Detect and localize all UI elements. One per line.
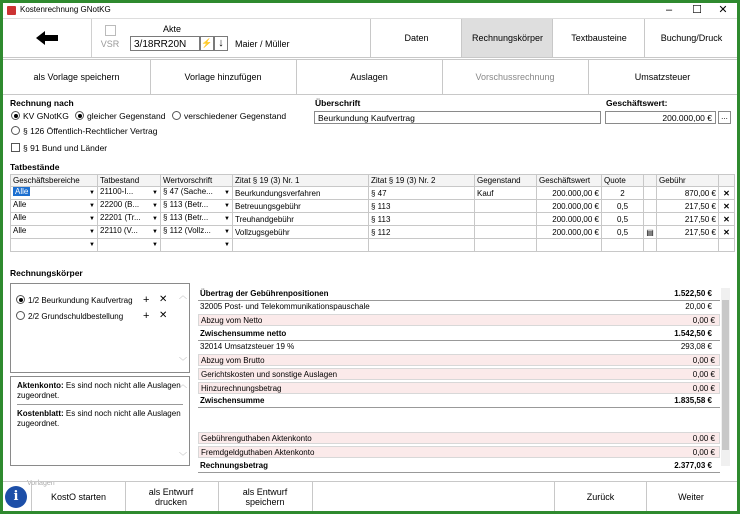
cell-bereich-text: Alle: [13, 200, 27, 209]
cell-tatbestand[interactable]: [98, 200, 161, 213]
cell-gebuehr: 870,00 €: [657, 187, 719, 200]
remove-icon[interactable]: ✕: [159, 310, 168, 321]
rk-item[interactable]: [16, 311, 123, 321]
cell-geschaeftswert[interactable]: 200.000,00 €: [537, 187, 602, 200]
cell-tatbestand-text: 22201 (Tr...: [100, 213, 141, 222]
option-verschiedener-gegenstand[interactable]: [172, 111, 286, 121]
cell-bereich-text: Alle: [13, 226, 27, 235]
cell-note-new: [644, 239, 657, 252]
cell-zitat2[interactable]: § 113: [369, 200, 475, 213]
note-icon[interactable]: ▤: [644, 226, 657, 239]
cell-tatbestand-text: 21100-I...: [100, 187, 134, 196]
bottom-bar: [3, 481, 737, 511]
info-icon[interactable]: i: [5, 486, 27, 508]
cell-geschaeftswert[interactable]: 200.000,00 €: [537, 200, 602, 213]
vsr-checkbox[interactable]: [99, 25, 121, 49]
scroll-up-icon[interactable]: ︿: [179, 291, 187, 300]
cell-bereich-new[interactable]: [11, 239, 98, 252]
option-kv-label: KV GNotKG: [23, 111, 69, 121]
kostenblatt-text: Es sind noch nicht alle Auslagen zugeordnet.: [17, 409, 181, 428]
dropdown-icon[interactable]: ▼: [224, 203, 230, 209]
back-button[interactable]: [3, 19, 92, 57]
cell-wert-new[interactable]: [161, 239, 233, 252]
dropdown-icon[interactable]: ▼: [224, 229, 230, 235]
header-zitat-2[interactable]: Zitat § 19 (3) Nr. 2: [369, 175, 475, 187]
main-window: [3, 3, 737, 511]
aktenkonto-text: Es sind noch nicht alle Auslagen zugeordnet.: [17, 381, 181, 400]
vsr-checkbox-box: [105, 25, 116, 36]
table-row-new[interactable]: [11, 239, 735, 252]
delete-icon[interactable]: ✕: [719, 200, 735, 213]
dropdown-icon[interactable]: ▼: [224, 242, 230, 248]
geschaeftswert-more-button[interactable]: ...: [718, 111, 731, 124]
ueberschrift-label: Überschrift: [315, 98, 361, 108]
geschaeftswert-label: Geschäftswert:: [606, 98, 668, 108]
tab-textbausteine[interactable]: Textbausteine: [552, 19, 645, 57]
cell-note: [644, 187, 657, 200]
option-126[interactable]: [11, 126, 158, 136]
cell-wert-text: § 112 (Vollz...: [163, 226, 211, 235]
akte-down-button[interactable]: [214, 36, 228, 51]
cell-wert[interactable]: [161, 213, 233, 226]
kostenblatt-block: [17, 409, 183, 429]
cell-delete-new: [719, 239, 735, 252]
cell-quote[interactable]: 0,5: [602, 200, 644, 213]
title-bar: [3, 3, 737, 19]
cell-quote-new[interactable]: [602, 239, 644, 252]
cell-gegenstand-new[interactable]: [475, 239, 537, 252]
umsatzsteuer-button[interactable]: Umsatzsteuer: [634, 72, 691, 82]
akte-pin-button[interactable]: [200, 36, 214, 51]
dropdown-icon[interactable]: ▼: [152, 229, 158, 235]
cell-gebuehr: 217,50 €: [657, 213, 719, 226]
maximize-icon[interactable]: ☐: [692, 4, 702, 16]
tatbestaende-table: [10, 174, 734, 252]
dropdown-icon[interactable]: ▼: [152, 190, 158, 196]
dropdown-icon[interactable]: ▼: [152, 242, 158, 248]
window-title: Kostenrechnung GNotKG: [20, 5, 111, 14]
summary-row: Übertrag der Gebührenpositionen 1.522,50 €: [198, 288, 720, 301]
summary-row-editable[interactable]: Fremdgeldguthaben Aktenkonto 0,00 €: [198, 446, 720, 458]
dropdown-icon[interactable]: ▼: [89, 190, 95, 196]
summary-row-editable[interactable]: Abzug vom Netto 0,00 €: [198, 314, 720, 326]
delete-icon[interactable]: ✕: [719, 213, 735, 226]
cell-zitat1-new[interactable]: [233, 239, 369, 252]
checkbox-91[interactable]: [11, 143, 107, 153]
cell-quote[interactable]: 0,5: [602, 226, 644, 239]
ueberschrift-input[interactable]: Beurkundung Kaufvertrag: [314, 111, 601, 124]
scroll-down-icon[interactable]: ﹀: [179, 357, 187, 366]
close-icon[interactable]: ✕: [718, 4, 728, 16]
radio-versch: [172, 111, 181, 120]
cell-bereich[interactable]: [11, 200, 98, 213]
cell-tatbestand-text: 22110 (V...: [100, 226, 138, 235]
vsr-label: VSR: [100, 39, 120, 49]
aktenkonto-block: [17, 381, 183, 405]
geschaeftswert-input[interactable]: 200.000,00 €: [605, 111, 716, 124]
header-gegenstand[interactable]: Gegenstand: [475, 175, 537, 187]
rk-radio: [16, 295, 25, 304]
cell-gebuehr: 217,50 €: [657, 226, 719, 239]
arrow-down-icon: ↓: [218, 37, 224, 49]
cell-note: [644, 213, 657, 226]
cell-geschaeftswert[interactable]: 200.000,00 €: [537, 226, 602, 239]
dropdown-icon[interactable]: ▼: [152, 203, 158, 209]
cell-gegenstand[interactable]: [475, 200, 537, 213]
save-draft-button[interactable]: [218, 482, 313, 511]
cell-gebuehr: 217,50 €: [657, 200, 719, 213]
option-kv-gnotkg[interactable]: [11, 111, 69, 121]
scroll-down-icon[interactable]: ﹀: [179, 452, 187, 461]
option-gleich-label: gleicher Gegenstand: [87, 111, 166, 121]
cell-zitat1[interactable]: Vollzugsgebühr: [233, 226, 369, 239]
dropdown-icon[interactable]: ▼: [224, 190, 230, 196]
delete-icon[interactable]: ✕: [719, 187, 735, 200]
radio-kv: [11, 111, 20, 120]
radio-126: [11, 126, 20, 135]
next-button[interactable]: Weiter: [678, 492, 704, 502]
summary-row-editable[interactable]: Gerichtskosten und sonstige Auslagen 0,00 €: [198, 368, 720, 380]
radio-gleich: [75, 111, 84, 120]
add-template-button[interactable]: Vorlage hinzufügen: [150, 60, 297, 94]
save-draft-label: als Entwurf speichern: [242, 487, 288, 507]
cell-wert-text: § 113 (Betr...: [163, 213, 209, 222]
header-zitat-1[interactable]: Zitat § 19 (3) Nr. 1: [233, 175, 369, 187]
akte-label: Akte: [163, 24, 182, 34]
dropdown-icon[interactable]: ▼: [89, 229, 95, 235]
scrollbar-thumb[interactable]: [722, 300, 729, 450]
table-row[interactable]: [11, 226, 735, 239]
table-row[interactable]: [11, 200, 735, 213]
rechnungskoerper-label: Rechnungskörper: [10, 268, 83, 278]
action-toolbar: [3, 59, 737, 95]
cell-gebuehr-new: [657, 239, 719, 252]
dropdown-icon[interactable]: ▼: [89, 242, 95, 248]
cell-gegenstand[interactable]: [475, 213, 537, 226]
cell-zitat1[interactable]: Beurkundungsverfahren: [233, 187, 369, 200]
cell-geschaeftswert-new[interactable]: [537, 239, 602, 252]
header-tatbestand[interactable]: Tatbestand: [98, 175, 161, 187]
cell-gegenstand[interactable]: Kauf: [475, 187, 537, 200]
header-gebuehr[interactable]: Gebühr: [657, 175, 719, 187]
summary-row-editable[interactable]: Abzug vom Brutto 0,00 €: [198, 354, 720, 366]
cell-bereich[interactable]: [11, 226, 98, 239]
delete-icon[interactable]: ✕: [719, 226, 735, 239]
tab-buchung-druck[interactable]: Buchung/Druck: [644, 19, 737, 57]
table-row[interactable]: [11, 187, 735, 200]
minimize-icon[interactable]: –: [665, 4, 673, 16]
cell-zitat2-new[interactable]: [369, 239, 475, 252]
dropdown-icon[interactable]: ▼: [89, 203, 95, 209]
summary-row: Rechnungsbetrag 2.377,03 €: [198, 460, 720, 473]
back-nav-button[interactable]: Zurück: [554, 482, 647, 511]
remove-icon[interactable]: ✕: [159, 294, 168, 305]
add-icon[interactable]: +: [143, 310, 150, 322]
rechnungskoerper-list: [10, 283, 190, 373]
rk-radio: [16, 311, 25, 320]
print-draft-label: als Entwurf drucken: [148, 487, 194, 507]
cell-wert[interactable]: [161, 187, 233, 200]
cell-wert-text: § 47 (Sache...: [163, 187, 213, 196]
cell-tatbestand[interactable]: [98, 213, 161, 226]
cell-bereich[interactable]: [11, 187, 98, 200]
cell-bereich-text: Alle: [13, 213, 27, 222]
kostenblatt-label: Kostenblatt:: [17, 409, 64, 418]
dropdown-icon[interactable]: ▼: [89, 216, 95, 222]
vorlagen-faint-label: Vorlagen: [27, 480, 55, 487]
cell-gegenstand[interactable]: [475, 226, 537, 239]
cell-tatbestand-new[interactable]: [98, 239, 161, 252]
rechnung-nach-label: Rechnung nach: [10, 98, 74, 108]
rk-item-label: 2/2 Grundschuldbestellung: [28, 312, 124, 321]
tatbestaende-label: Tatbestände: [10, 162, 60, 172]
summary-row: 32014 Umsatzsteuer 19 % 293,08 €: [200, 342, 712, 351]
header-delete: [719, 175, 735, 187]
cell-wert[interactable]: [161, 200, 233, 213]
checkbox-91-label: § 91 Bund und Länder: [23, 143, 108, 153]
pin-icon: ⚡: [201, 38, 213, 48]
header-geschaeftsbereiche[interactable]: Geschäftsbereiche: [11, 175, 98, 187]
save-template-button[interactable]: als Vorlage speichern: [3, 60, 151, 94]
cell-quote[interactable]: 2: [602, 187, 644, 200]
table-row[interactable]: [11, 213, 735, 226]
cell-wert[interactable]: [161, 226, 233, 239]
option-126-label: § 126 Öffentlich-Rechtlicher Vertrag: [23, 126, 158, 136]
akte-name: Maier / Müller: [235, 39, 290, 49]
header-wertvorschrift[interactable]: Wertvorschrift: [161, 175, 233, 187]
auslagen-button[interactable]: Auslagen: [296, 60, 443, 94]
option-versch-label: verschiedener Gegenstand: [184, 111, 287, 121]
cell-quote[interactable]: 0,5: [602, 213, 644, 226]
aktenkonto-label: Aktenkonto:: [17, 381, 64, 390]
akte-input[interactable]: 3/18RR20N: [130, 36, 200, 51]
vorschussrechnung-button[interactable]: Vorschussrechnung: [442, 60, 589, 94]
cell-geschaeftswert[interactable]: 200.000,00 €: [537, 213, 602, 226]
tab-rechnungskoerper[interactable]: Rechnungskörper: [461, 19, 553, 57]
cell-zitat2[interactable]: § 112: [369, 226, 475, 239]
scroll-up-icon[interactable]: ︿: [179, 380, 187, 389]
cell-zitat2[interactable]: § 47: [369, 187, 475, 200]
add-icon[interactable]: +: [143, 294, 150, 306]
dropdown-icon[interactable]: ▼: [152, 216, 158, 222]
aktenkonto-info: [10, 376, 190, 466]
cell-zitat2[interactable]: § 113: [369, 213, 475, 226]
summary-row: 32005 Post- und Telekommunikationspauschale 20,00 €: [200, 302, 712, 311]
summary-row-editable[interactable]: Gebührenguthaben Aktenkonto 0,00 €: [198, 432, 720, 444]
print-draft-button[interactable]: [124, 482, 219, 511]
top-toolbar: [3, 19, 737, 58]
cell-zitat1[interactable]: Treuhandgebühr: [233, 213, 369, 226]
checkbox-91-box: [11, 143, 20, 152]
rk-item-label: 1/2 Beurkundung Kaufvertrag: [28, 296, 133, 305]
summary-row-editable[interactable]: Hinzurechnungsbetrag 0,00 €: [198, 382, 720, 394]
arrow-left-icon: [36, 31, 58, 45]
rk-item[interactable]: [16, 295, 133, 305]
tab-daten[interactable]: Daten: [370, 19, 462, 57]
cell-bereich[interactable]: [11, 213, 98, 226]
dropdown-icon[interactable]: ▼: [224, 216, 230, 222]
cell-tatbestand-text: 22200 (B...: [100, 200, 140, 209]
header-geschaeftswert[interactable]: Geschäftswert: [537, 175, 602, 187]
summary-row: Zwischensumme 1.835,58 €: [198, 395, 720, 408]
cell-note: [644, 200, 657, 213]
cell-tatbestand[interactable]: [98, 226, 161, 239]
kosto-start-button[interactable]: KostO starten: [31, 482, 126, 511]
cell-tatbestand[interactable]: [98, 187, 161, 200]
option-gleicher-gegenstand[interactable]: [75, 111, 165, 121]
cell-bereich-selected: Alle: [15, 187, 29, 196]
app-icon: [7, 6, 16, 15]
table-header: [11, 175, 735, 187]
cell-zitat1[interactable]: Betreuungsgebühr: [233, 200, 369, 213]
cell-wert-text: § 113 (Betr...: [163, 200, 209, 209]
summary-scrollbar[interactable]: [721, 288, 730, 466]
header-quote[interactable]: Quote: [602, 175, 644, 187]
summary-row: Zwischensumme netto 1.542,50 €: [198, 328, 720, 341]
header-blank: [644, 175, 657, 187]
